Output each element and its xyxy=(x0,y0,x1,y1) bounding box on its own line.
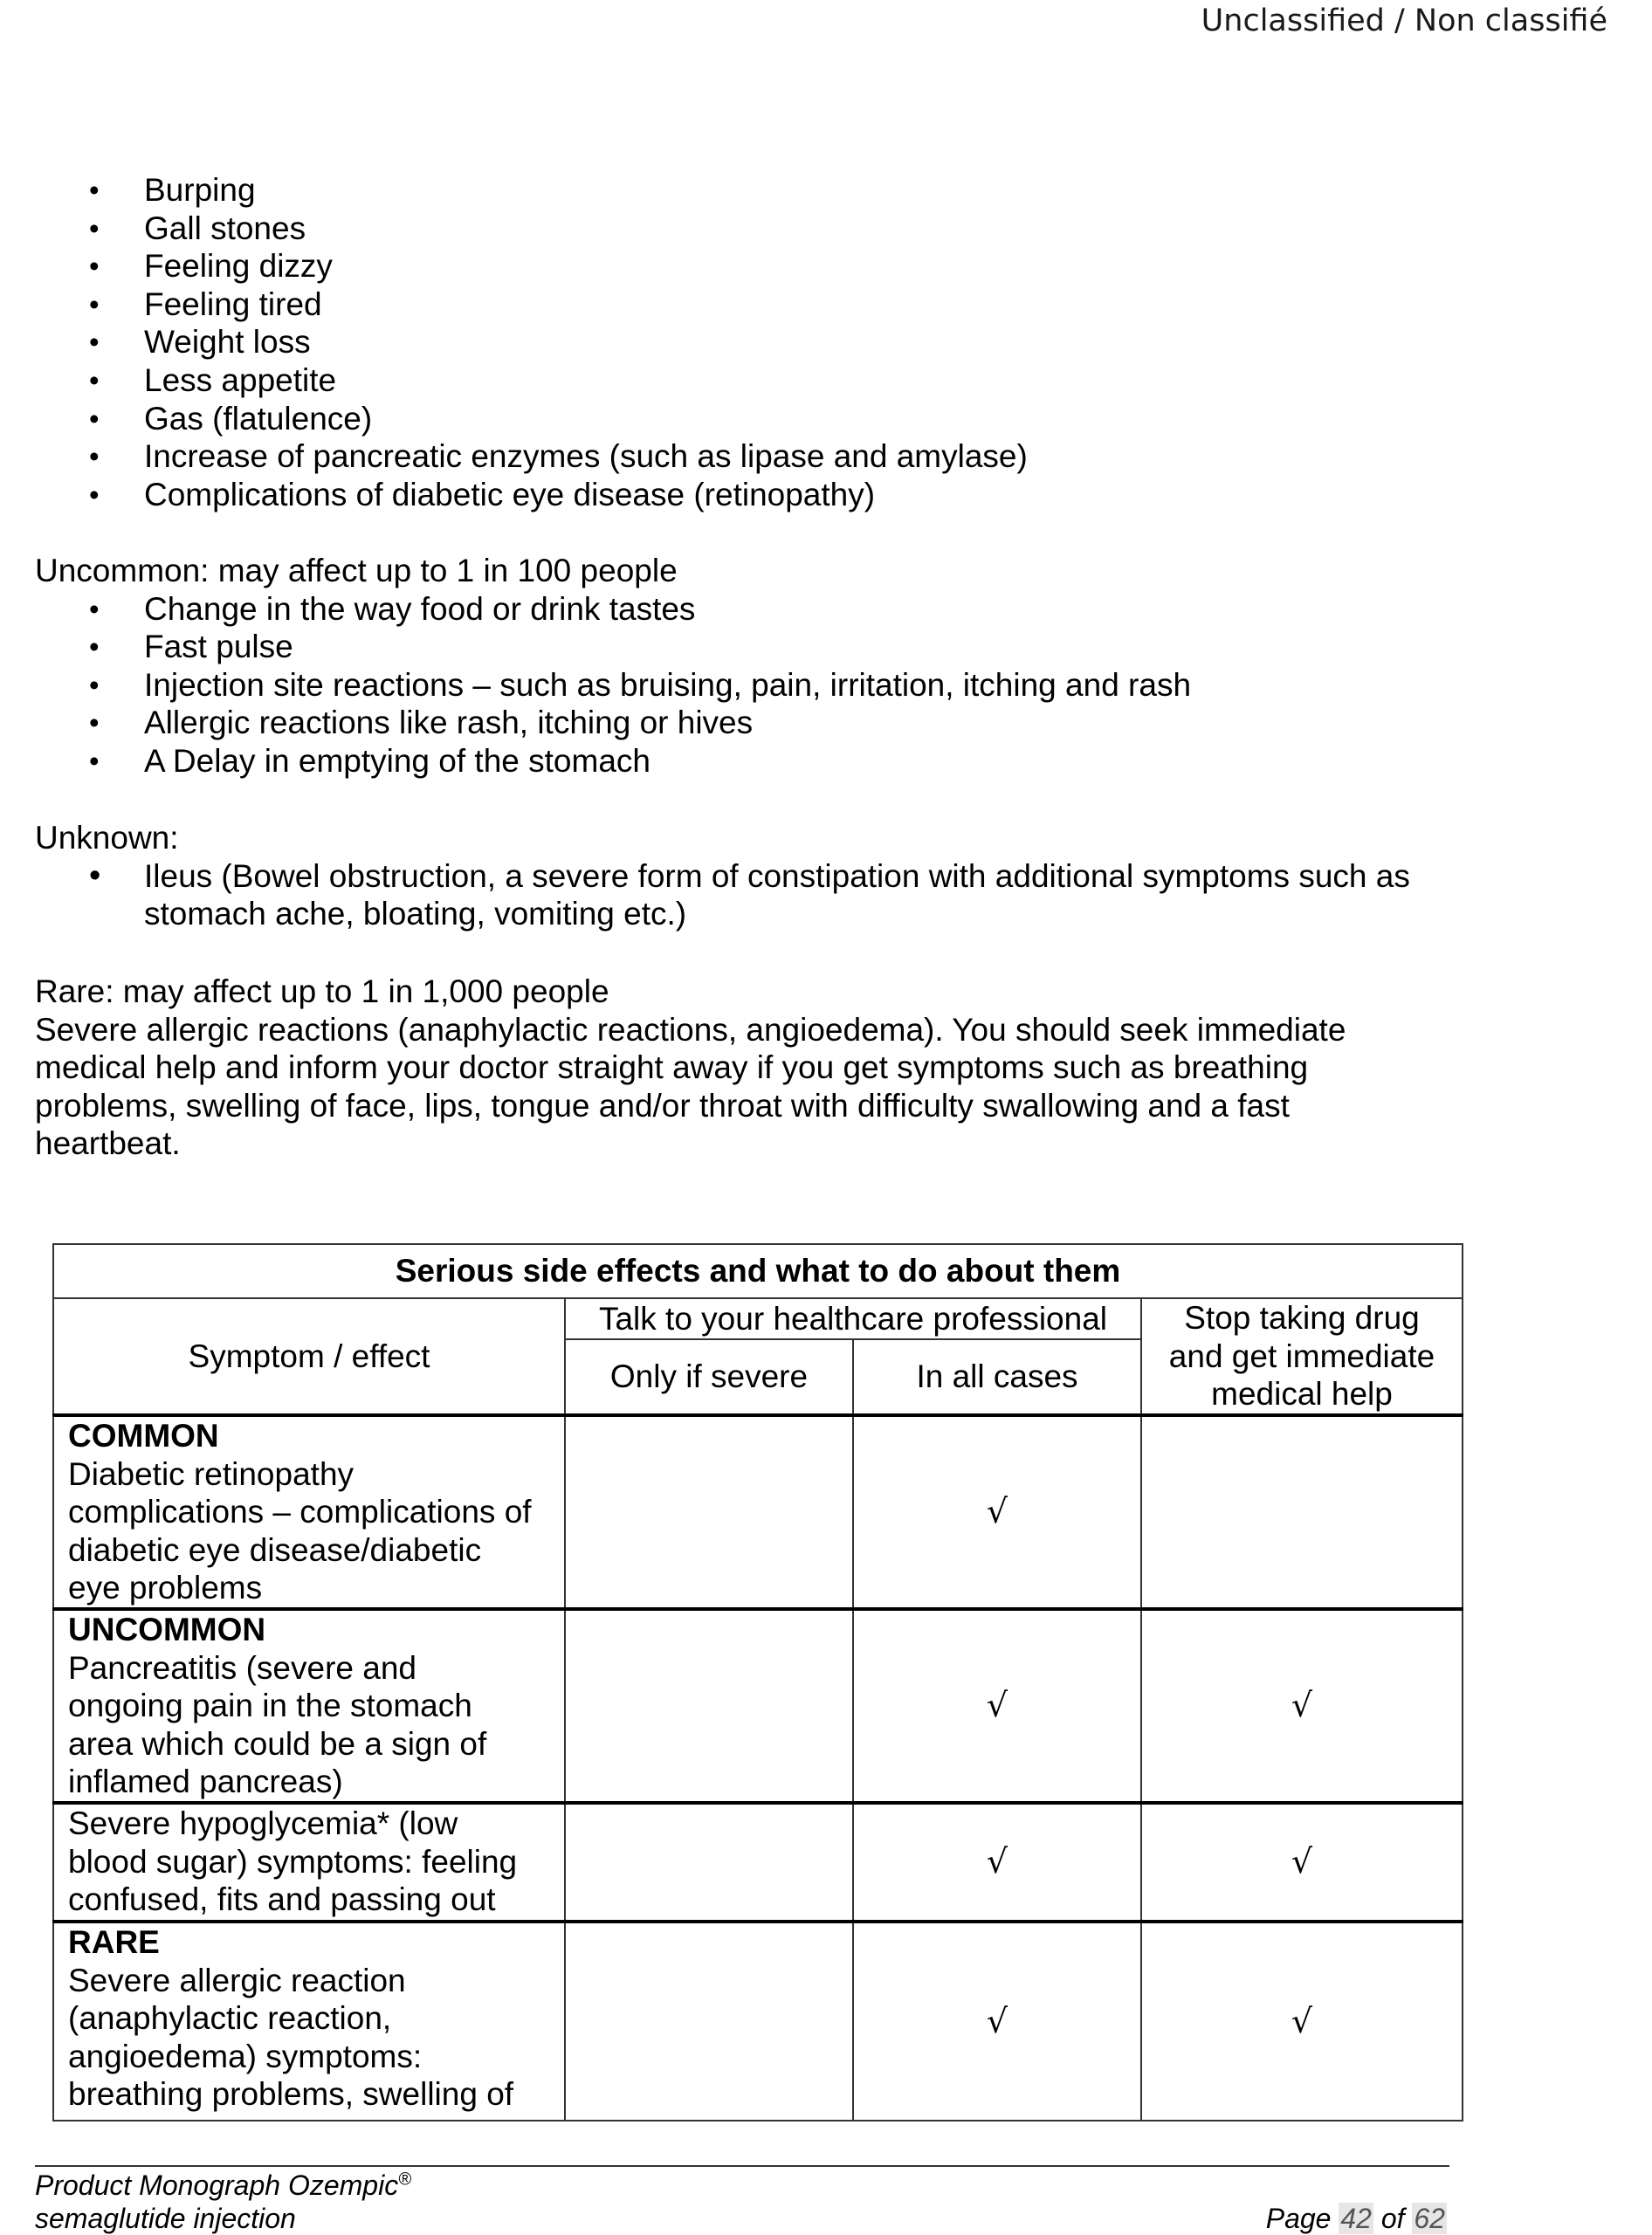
only-if-severe-cell xyxy=(565,1803,853,1922)
list-item xyxy=(35,210,1467,248)
list-item-text: Feeling dizzy xyxy=(144,248,333,285)
table-row xyxy=(53,1922,1463,2121)
symptom-cell xyxy=(53,1609,565,1803)
list-item-text: stomach ache, bloating, vomiting etc.) xyxy=(144,896,687,932)
list-item-text: Change in the way food or drink tastes xyxy=(144,590,696,627)
check-mark-icon: √ xyxy=(986,1492,1008,1531)
in-all-cases-cell xyxy=(853,1609,1141,1803)
current-page: 42 xyxy=(1340,2203,1372,2234)
list-item xyxy=(35,742,1467,781)
list-item-text: Gall stones xyxy=(144,210,306,246)
rare-line: problems, swelling of face, lips, tongue and/or throat with difficulty swallowing and a fast xyxy=(35,1087,1290,1124)
list-item-text: Fast pulse xyxy=(144,629,293,665)
only-if-severe-cell xyxy=(565,1415,853,1609)
table-title: Serious side effects and what to do about them xyxy=(53,1244,1463,1298)
list-item-text: Injection site reactions – such as bruising, pain, irritation, itching and rash xyxy=(144,666,1192,703)
footer-page-number xyxy=(1266,2202,1447,2235)
list-item xyxy=(35,400,1467,438)
symptom-line: (anaphylactic reaction, xyxy=(68,2000,392,2037)
list-item-text: Weight loss xyxy=(144,324,311,361)
list-item xyxy=(35,171,1467,210)
classification-header: Unclassified / Non classifié xyxy=(1201,3,1607,38)
symptom-line: angioedema) symptoms: xyxy=(68,2038,423,2074)
list-item-text: Increase of pancreatic enzymes (such as lipase and amylase) xyxy=(144,438,1028,475)
column-header-talk: Talk to your healthcare professional xyxy=(565,1298,1141,1339)
stop-taking-cell xyxy=(1141,1415,1463,1609)
bullet-icon: • xyxy=(89,440,100,473)
check-mark-icon: √ xyxy=(1291,1842,1313,1881)
list-item xyxy=(35,704,1467,742)
bullet-icon: • xyxy=(89,363,100,396)
table-title-row xyxy=(53,1244,1463,1298)
symptom-line: ongoing pain in the stomach xyxy=(68,1688,472,1724)
rare-line: Severe allergic reactions (anaphylactic reactions, angioedema). You should seek immediate xyxy=(35,1011,1346,1048)
stop-taking-cell xyxy=(1141,1609,1463,1803)
check-mark-icon: √ xyxy=(1291,1686,1313,1725)
footer-product-name: Product Monograph Ozempic xyxy=(35,2170,399,2201)
list-item xyxy=(35,476,1467,514)
bullet-icon: • xyxy=(89,250,100,283)
rare-line: heartbeat. xyxy=(35,1125,181,1162)
symptom-cell xyxy=(53,1415,565,1609)
common-effects-list xyxy=(35,171,1467,513)
list-item xyxy=(35,590,1467,629)
symptom-line: breathing problems, swelling of xyxy=(68,2076,514,2113)
bullet-icon: • xyxy=(89,856,101,894)
unknown-block xyxy=(35,819,1467,933)
column-header-stop-line: Stop taking drug xyxy=(1184,1300,1420,1337)
unknown-list xyxy=(35,857,1467,933)
bullet-icon: • xyxy=(89,744,100,777)
column-header-in-all-cases: In all cases xyxy=(853,1339,1141,1415)
common-effects-block xyxy=(35,171,1467,513)
symptom-line: Diabetic retinopathy xyxy=(68,1455,354,1492)
symptom-line: Severe hypoglycemia* (low xyxy=(68,1805,458,1841)
list-item-text: Ileus (Bowel obstruction, a severe form of constipation with additional symptoms such as xyxy=(144,857,1410,894)
footer-divider xyxy=(35,2165,1449,2167)
stop-taking-cell xyxy=(1141,1922,1463,2121)
symptom-line: complications – complications of xyxy=(68,1494,532,1530)
uncommon-block xyxy=(35,552,1467,781)
bullet-icon: • xyxy=(89,174,100,206)
unknown-heading: Unknown: xyxy=(35,820,179,856)
bullet-icon: • xyxy=(89,592,100,625)
column-header-symptom: Symptom / effect xyxy=(53,1298,565,1415)
bullet-icon: • xyxy=(89,287,100,320)
table-row xyxy=(53,1415,1463,1609)
table-row xyxy=(53,1609,1463,1803)
bullet-icon: • xyxy=(89,326,100,359)
symptom-cell xyxy=(53,1922,565,2121)
bullet-icon: • xyxy=(89,630,100,664)
only-if-severe-cell xyxy=(565,1609,853,1803)
frequency-heading: RARE xyxy=(68,1924,160,1960)
rare-block xyxy=(35,973,1467,1163)
frequency-heading: UNCOMMON xyxy=(68,1612,266,1647)
list-item xyxy=(35,628,1467,666)
symptom-line: Pancreatitis (severe and xyxy=(68,1649,416,1686)
check-mark-icon: √ xyxy=(986,2001,1008,2040)
frequency-heading: COMMON xyxy=(68,1418,219,1454)
bullet-icon: • xyxy=(89,478,100,511)
list-item xyxy=(35,666,1467,705)
symptom-line: diabetic eye disease/diabetic xyxy=(68,1531,482,1568)
bullet-icon: • xyxy=(89,668,100,701)
check-mark-icon: √ xyxy=(986,1842,1008,1881)
column-header-stop-line: and get immediate xyxy=(1168,1338,1435,1374)
symptom-line: Severe allergic reaction xyxy=(68,1962,406,1998)
column-header-stop-line: medical help xyxy=(1211,1376,1393,1413)
symptom-line: confused, fits and passing out xyxy=(68,1881,496,1918)
bullet-icon: • xyxy=(89,211,100,244)
only-if-severe-cell xyxy=(565,1922,853,2121)
check-mark-icon: √ xyxy=(1291,2001,1313,2040)
bullet-icon: • xyxy=(89,402,100,435)
list-item-text: Burping xyxy=(144,172,256,208)
column-header-only-if-severe: Only if severe xyxy=(565,1339,853,1415)
symptom-line: eye problems xyxy=(68,1570,263,1606)
list-item-text: A Delay in emptying of the stomach xyxy=(144,742,650,779)
check-mark-icon: √ xyxy=(986,1686,1008,1725)
rare-heading: Rare: may affect up to 1 in 1,000 people xyxy=(35,973,609,1009)
symptom-line: area which could be a sign of xyxy=(68,1725,487,1762)
in-all-cases-cell xyxy=(853,1415,1141,1609)
list-item xyxy=(35,437,1467,476)
list-item-text: Feeling tired xyxy=(144,285,322,322)
in-all-cases-cell xyxy=(853,1922,1141,2121)
list-item xyxy=(35,857,1467,933)
uncommon-heading: Uncommon: may affect up to 1 in 100 people xyxy=(35,553,678,588)
symptom-cell xyxy=(53,1803,565,1922)
registered-mark: ® xyxy=(398,2170,411,2190)
bullet-icon: • xyxy=(89,706,100,739)
list-item-text: Gas (flatulence) xyxy=(144,400,373,437)
serious-side-effects-table xyxy=(52,1243,1463,2122)
table-row xyxy=(53,1803,1463,1922)
list-item xyxy=(35,285,1467,324)
stop-taking-cell xyxy=(1141,1803,1463,1922)
column-header-stop xyxy=(1141,1298,1463,1415)
footer-drug-name: semaglutide injection xyxy=(35,2203,296,2234)
footer-product-info xyxy=(35,2169,411,2235)
symptom-line: blood sugar) symptoms: feeling xyxy=(68,1843,518,1880)
symptom-line: inflamed pancreas) xyxy=(68,1764,343,1800)
in-all-cases-cell xyxy=(853,1803,1141,1922)
list-item-text: Complications of diabetic eye disease (retinopathy) xyxy=(144,476,876,512)
rare-line: medical help and inform your doctor straight away if you get symptoms such as breathing xyxy=(35,1049,1309,1086)
list-item xyxy=(35,361,1467,400)
table-header-row xyxy=(53,1298,1463,1339)
total-pages: 62 xyxy=(1414,2203,1445,2234)
list-item xyxy=(35,247,1467,285)
list-item-text: Allergic reactions like rash, itching or hives xyxy=(144,705,754,741)
of-word: of xyxy=(1380,2203,1405,2234)
list-item xyxy=(35,323,1467,361)
list-item-text: Less appetite xyxy=(144,361,337,398)
uncommon-list xyxy=(35,590,1467,781)
page-word: Page xyxy=(1265,2203,1332,2234)
